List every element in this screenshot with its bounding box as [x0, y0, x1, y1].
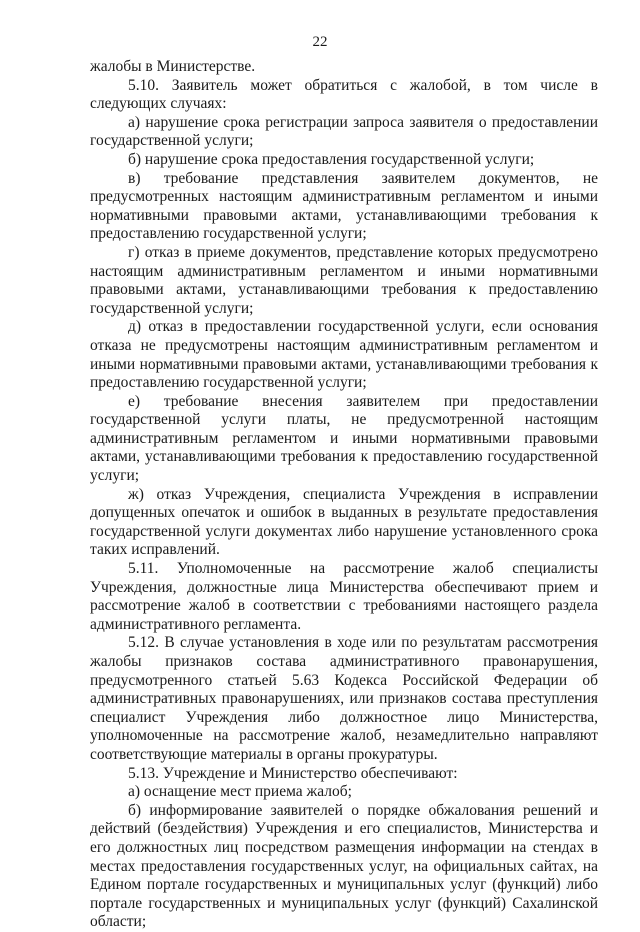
paragraph-5-10: 5.10. Заявитель может обратиться с жалобой, в том числе в следующих случаях: [90, 76, 598, 113]
list-item-a-2: а) оснащение мест приема жалоб; [128, 783, 352, 801]
page-number: 22 [312, 34, 328, 50]
list-item-zh: ж) отказ Учреждения, специалиста Учреждения в исправлении допущенных опечаток и ошибок в выданных в результате предоставления государственной услуги документах либо нарушение установленного срока таких исправлений. [90, 485, 598, 559]
document-text [90, 58, 598, 932]
paragraph-5-13: 5.13. Учреждение и Министерство обеспечивают: [128, 764, 458, 782]
list-item-b: б) нарушение срока предоставления государственной услуги; [128, 150, 535, 168]
list-item-a: а) нарушение срока регистрации запроса заявителя о предоставлении государственной услуги; [90, 113, 598, 150]
paragraph-5-11: 5.11. Уполномоченные на рассмотрение жалоб специалисты Учреждения, должностные лица Министерства обеспечивают прием и рассмотрение жалоб в соответствии с требованиями настоящего раздела административного регламента. [90, 560, 598, 633]
paragraph-5-12: 5.12. В случае установления в ходе или по результатам рассмотрения жалобы признаков состава административного правонарушения, предусмотренного статьей 5.63 Кодекса Российской Федерации об административных правонарушениях, или признаков состава преступления специалист Учреждения либо должностное лицо Министерства, уполномоченные на рассмотрение жалоб, незамедлительно направляют соответствующие материалы в органы прокуратуры. [90, 634, 598, 763]
list-item-v: в) требование представления заявителем документов, не предусмотренных настоящим административным регламентом и иными нормативными правовыми актами, устанавливающими требования к предоставлению государственной услуги; [90, 169, 598, 243]
list-item-g: г) отказ в приеме документов, представление которых предусмотрено настоящим административным регламентом и иными нормативными правовыми актами, устанавливающими требования к предоставлению государственной услуги; [90, 243, 598, 317]
list-item-e: е) требование внесения заявителем при предоставлении государственной услуги платы, не предусмотренной настоящим административным регламентом и иными нормативными правовыми актами, устанавливающими требования к предоставлению государственной услуги; [90, 392, 598, 485]
list-item-b-2: б) информирование заявителей о порядке обжалования решений и действий (бездействия) Учреждения и его специалистов, Министерства и его должностных лиц посредством размещения информации на стендах в местах предоставления государственных услуг, на официальных сайтах, на Едином портале государственных и муниципальных услуг (функций) либо портале государственных и муниципальных услуг (функций) Сахалинской области; [90, 801, 598, 931]
paragraph-continuation: жалобы в Министерстве. [90, 58, 256, 75]
list-item-d: д) отказ в предоставлении государственной услуги, если основания отказа не предусмотрены настоящим административным регламентом и иными нормативными правовыми актами, устанавливающими требования к предоставлению государственной услуги; [90, 318, 598, 392]
